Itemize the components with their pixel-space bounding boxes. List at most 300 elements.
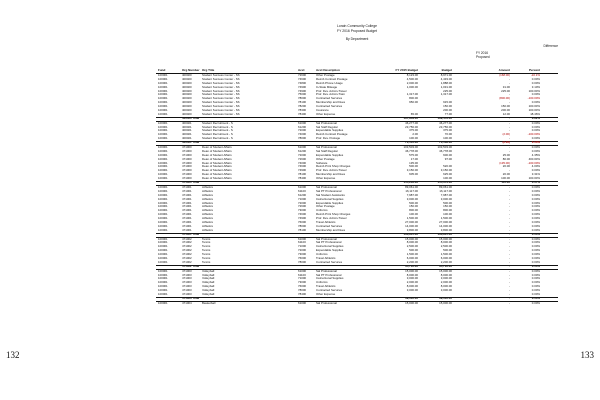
- cell-fy16-budget: 70,508.00: [439, 140, 452, 145]
- page-number-right: 133: [580, 350, 594, 360]
- budget-document: [156, 2, 558, 398]
- cell-acct: 78300: [298, 108, 307, 113]
- cell-org: 400401: [182, 136, 192, 141]
- cell-org-title: Volleyball: [202, 284, 215, 289]
- cell-org: 471000: [182, 160, 192, 165]
- cell-fy15-budget: 103,503.00: [403, 145, 418, 150]
- cell-difference-amount: 25.00: [502, 152, 510, 157]
- cell-org-title: Dean of Student Affairs: [202, 172, 232, 177]
- cell-acct-desc: Uniforms: [316, 252, 328, 257]
- cell-org-title: Athletics: [202, 204, 213, 209]
- cell-difference-amount: -: [509, 92, 510, 97]
- cell-org: 400400: [182, 104, 192, 109]
- cell-org: 471000: [182, 176, 192, 181]
- cell-acct-desc: Membership and Dues: [316, 227, 346, 232]
- cell-difference-amount: -: [509, 236, 510, 241]
- cell-difference-percent: 0.00%: [531, 240, 540, 245]
- cell-org-title: Student Recruitment - S: [202, 124, 233, 129]
- column-header-amount: Amount: [498, 68, 510, 72]
- cell-fy15-budget: 3,000.00: [406, 196, 418, 201]
- cell-org-title: Athletics: [202, 188, 213, 193]
- cell-fund: 100001: [158, 96, 168, 101]
- cell-org: 471002: [182, 259, 192, 264]
- cell-difference-amount: -: [509, 284, 510, 289]
- cell-difference-amount: -: [509, 212, 510, 217]
- cell-acct-desc: Instructional Supplies: [316, 244, 344, 249]
- cell-acct-desc: Reimb Print Shop Charges: [316, 164, 351, 169]
- cell-org: 471003: [182, 268, 192, 273]
- cell-fy15-budget: 155,263.00: [403, 180, 418, 185]
- cell-fund: 100001: [158, 168, 168, 173]
- cell-difference-amount: -: [509, 188, 510, 193]
- cell-difference-percent: 100.00%: [528, 176, 540, 181]
- cell-difference-amount: -: [509, 280, 510, 285]
- cell-acct-desc: Prof. Dev. Admin-Travel: [316, 88, 347, 93]
- cell-acct: 72000: [298, 200, 307, 205]
- cell-acct: 78000: [298, 96, 307, 101]
- cell-difference-percent: 0.00%: [531, 76, 540, 81]
- cell-org-title: Tennis: [202, 252, 211, 257]
- cell-acct-desc: Expendable Supplies: [316, 200, 344, 205]
- cell-org: 471001: [182, 196, 192, 201]
- cell-fy16-budget: 8,000.00: [440, 284, 452, 289]
- cell-difference-percent: 0.00%: [531, 236, 540, 241]
- cell-difference-percent: 0.00%: [531, 244, 540, 249]
- cell-difference-amount: 12.00: [502, 111, 510, 116]
- cell-acct: 78200: [298, 104, 307, 109]
- cell-fund: 100001: [158, 145, 168, 150]
- cell-fy15-budget: 4,500.00: [406, 76, 418, 81]
- cell-difference-percent: 0.00%: [531, 231, 540, 236]
- cell-fund: 100001: [158, 160, 168, 165]
- cell-org-title: Student Recruitment - S: [202, 136, 233, 141]
- cell-fy16-budget: 1,500.00: [440, 252, 452, 257]
- cell-org: 400400: [182, 88, 192, 93]
- cell-acct-desc: Sal PT Professional: [316, 188, 342, 193]
- cell-difference-amount: 200.00: [501, 108, 510, 113]
- cell-acct: 72600: [298, 73, 307, 77]
- cell-fy16-budget: 35,700.00: [439, 263, 452, 268]
- cell-difference-percent: 0.00%: [531, 300, 540, 305]
- cell-acct: 78100: [298, 172, 307, 177]
- cell-fy15-budget: 2,500.00: [406, 244, 418, 249]
- cell-fy16-budget: 3,000.00: [440, 196, 452, 201]
- cell-difference-percent: 0.00%: [531, 291, 540, 296]
- cell-org: 471003: [182, 284, 192, 289]
- cell-difference-amount: -: [509, 136, 510, 141]
- cell-fy16-budget: 3,150.00: [440, 168, 452, 173]
- fy-header: FY 2016: [476, 51, 488, 55]
- cell-acct-desc: Other Expense: [316, 111, 336, 116]
- cell-fund: 100001: [158, 120, 168, 125]
- cell-acct-desc: Expendable Supplies: [316, 128, 344, 133]
- cell-org-title: Student Recruitment - S: [202, 132, 233, 137]
- cell-fy16-budget: 1,317.00: [440, 92, 452, 97]
- cell-acct: 71000: [298, 244, 307, 249]
- cell-difference-percent: 100.00%: [528, 108, 540, 113]
- cell-acct-desc: Sal Student Assistants: [316, 192, 345, 197]
- cell-fy15-budget: 2,000.00: [406, 280, 418, 285]
- cell-fy16-budget: 15,000.00: [439, 268, 452, 273]
- cell-org: 471003: [182, 276, 192, 281]
- column-header-fund: Fund: [158, 68, 166, 72]
- cell-fy16-budget: 1,888.00: [440, 80, 452, 85]
- cell-org-title: Tennis: [202, 240, 211, 245]
- cell-acct: 78000: [298, 259, 307, 264]
- cell-fy15-budget: 8,123.00: [406, 73, 418, 77]
- cell-org: 400400: [182, 108, 192, 113]
- cell-fy16-budget: 520.00: [443, 164, 452, 169]
- cell-acct: 61200: [298, 148, 307, 153]
- cell-org-title: Athletics: [202, 200, 213, 205]
- cell-org-title: Student Success Center - SS: [202, 73, 240, 77]
- cell-acct-desc: Prof. Dev. Admin-Train: [316, 92, 345, 97]
- cell-difference-percent: 0.00%: [531, 136, 540, 141]
- cell-acct-desc: Sal Professional: [316, 236, 337, 241]
- cell-fy16-budget: 23,756.00: [439, 124, 452, 129]
- cell-org-title: Dean of Student Affairs: [202, 152, 232, 157]
- cell-fund: 100001: [158, 132, 168, 137]
- cell-fy16-budget: 163,815.00: [437, 231, 452, 236]
- cell-fund: 100001: [158, 248, 168, 253]
- cell-difference-amount: -: [509, 227, 510, 232]
- cell-org-title: Dean of Student Affairs: [202, 148, 232, 153]
- cell-difference-amount: 150.00: [501, 104, 510, 109]
- cell-fy16-budget: 2,000.00: [440, 280, 452, 285]
- cell-org-title: Athletics: [202, 227, 213, 232]
- cell-acct-desc: Sal Professional: [316, 145, 337, 150]
- cell-difference-percent: -100.00%: [527, 132, 540, 137]
- cell-difference-percent: 0.00%: [531, 168, 540, 173]
- cell-fy16-budget: 6,000.00: [440, 255, 452, 260]
- cell-fy16-budget: 600.00: [443, 152, 452, 157]
- cell-acct-desc: Instructional Supplies: [316, 276, 344, 281]
- cell-fy15-budget: 89,061.00: [405, 184, 418, 189]
- cell-fund: 100001: [158, 219, 168, 224]
- cell-acct: 61000: [298, 145, 307, 150]
- cell-org: 471001: [182, 223, 192, 228]
- cell-fund: 100001: [158, 196, 168, 201]
- cell-fund: 100001: [158, 156, 168, 161]
- cell-fy16-budget: 199,478.00: [437, 115, 452, 120]
- cell-fy15-budget: 8,000.00: [406, 272, 418, 277]
- cell-org: 471001: [182, 227, 192, 232]
- cell-fy16-budget: 3,800.00: [440, 227, 452, 232]
- cell-acct-desc: Reimb Print Shop Charges: [316, 212, 351, 217]
- cell-fund: 100001: [158, 176, 168, 181]
- cell-acct: 78000: [298, 223, 307, 228]
- cell-difference-amount: -: [509, 80, 510, 85]
- cell-acct-desc: Membership and Dues: [316, 172, 346, 177]
- cell-org: 471001: [182, 216, 192, 221]
- cell-org-title: Student Success Center - SS: [202, 88, 240, 93]
- cell-acct: 78100: [298, 100, 307, 105]
- cell-difference-percent: 0.00%: [531, 255, 540, 260]
- cell-difference-percent: 0.00%: [531, 252, 540, 257]
- cell-fy15-budget: 65.00: [410, 111, 418, 116]
- cell-fy15-budget: 100.00: [409, 212, 418, 217]
- cell-fund: 100001: [158, 88, 168, 93]
- cell-acct: 74900: [298, 88, 307, 93]
- cell-org-title: Athletics: [202, 219, 213, 224]
- cell-difference-amount: -: [509, 120, 510, 125]
- cell-org: 471003: [182, 272, 192, 277]
- cell-org-title: Tennis: [202, 259, 211, 264]
- cell-fy15-budget: 15,000.00: [405, 268, 418, 273]
- cell-difference-amount: 20.00: [502, 164, 510, 169]
- cell-acct-desc: Travel Athletics: [316, 255, 336, 260]
- cell-acct: 72600: [298, 204, 307, 209]
- cell-fund: 100001: [158, 208, 168, 213]
- cell-org-title: Volleyball: [202, 291, 215, 296]
- cell-org-title: Tennis: [202, 236, 211, 241]
- cell-fy15-budget: 8,000.00: [406, 240, 418, 245]
- cell-fy16-budget: 15,000.00: [439, 300, 452, 305]
- cell-acct-desc: Contracted Services: [316, 223, 343, 228]
- cell-acct: 61000: [298, 268, 307, 273]
- cell-acct-desc: Sal Professional: [316, 184, 337, 189]
- cell-acct: 74800: [298, 80, 307, 85]
- cell-difference-amount: -: [509, 252, 510, 257]
- cell-fund: 100001: [158, 172, 168, 177]
- cell-difference-percent: 18.46%: [530, 111, 540, 116]
- cell-fy15-budget: 7,987.00: [406, 192, 418, 197]
- cell-org-title: Athletics: [202, 223, 213, 228]
- cell-acct-desc: Sal Professional: [316, 300, 337, 305]
- cell-difference-percent: 0.00%: [531, 227, 540, 232]
- cell-org-title: Student Success Center - SS: [202, 76, 240, 81]
- cell-acct-desc: Instructional Supplies: [316, 196, 344, 201]
- cell-fy15-budget: 1,500.00: [406, 252, 418, 257]
- cell-fund: 100001: [158, 288, 168, 293]
- cell-fy15-budget: 500.00: [409, 164, 418, 169]
- cell-fy15-budget: 15,000.00: [405, 236, 418, 241]
- cell-difference-amount: (168.00): [499, 73, 510, 77]
- cell-fund: 100001: [158, 291, 168, 296]
- cell-org: 471002: [182, 252, 192, 257]
- cell-acct: 74900: [298, 216, 307, 221]
- cell-org: 471000: [182, 164, 192, 169]
- cell-difference-amount: 110.00: [501, 180, 510, 185]
- cell-fy15-budget: 1,500.00: [406, 216, 418, 221]
- cell-fy15-budget: 23,756.00: [405, 124, 418, 129]
- cell-fy16-budget: 8,971.00: [440, 73, 452, 77]
- cell-acct-desc: Sal Professional: [316, 120, 337, 125]
- cell-fy16-budget: 70.00: [444, 132, 452, 137]
- cell-fy15-budget: 2.00: [412, 132, 418, 137]
- cell-difference-amount: -: [509, 128, 510, 133]
- cell-acct: 74600: [298, 212, 307, 217]
- cell-org: 471003: [182, 288, 192, 293]
- cell-difference-amount: -: [509, 208, 510, 213]
- cell-org: 471001: [182, 184, 192, 189]
- cell-fy16-budget: 100.00: [443, 176, 452, 181]
- cell-fy16-budget: 77.00: [444, 111, 452, 116]
- column-header-acct-desc: Acct Description: [316, 68, 340, 72]
- cell-fund: 100001: [158, 152, 168, 157]
- fy-header-2: Proposed: [476, 55, 490, 59]
- cell-acct-desc: Reimb Phone Usage: [316, 80, 343, 85]
- cell-fy15-budget: 46,277.00: [405, 120, 418, 125]
- cell-difference-amount: -: [509, 168, 510, 173]
- cell-difference-amount: -: [509, 255, 510, 260]
- cell-fy15-budget: 950.00: [409, 100, 418, 105]
- cell-fy15-budget: 800.00: [409, 208, 418, 213]
- cell-difference-amount: 80.00: [502, 156, 510, 161]
- cell-fy16-budget: 3,000.00: [440, 276, 452, 281]
- cell-fy16-budget: 8,000.00: [440, 240, 452, 245]
- cell-acct-desc: Travel Athletics: [316, 284, 336, 289]
- document-titles: [156, 24, 558, 42]
- cell-org-title: Volleyball: [202, 288, 215, 293]
- cell-difference-percent: -100.00%: [527, 96, 540, 101]
- cell-fy16-budget: 100.00: [443, 136, 452, 141]
- cell-difference-percent: 0.00%: [531, 208, 540, 213]
- cell-org: 471000: [182, 172, 192, 177]
- cell-fy15-budget: 500.00: [409, 200, 418, 205]
- cell-org: 471000: [182, 168, 192, 173]
- cell-acct-desc: Uniforms: [316, 280, 328, 285]
- document-title: Lorain Community College: [337, 24, 377, 28]
- cell-fund: 100001: [158, 300, 168, 305]
- cell-org-title: Student Recruitment - S: [202, 120, 233, 125]
- cell-fy16-budget: 8,000.00: [440, 272, 452, 277]
- cell-org-title: Student Success Center - SS: [202, 108, 240, 113]
- cell-fy16-budget: 800.00: [443, 208, 452, 213]
- cell-org: 400401: [182, 132, 192, 137]
- cell-difference-amount: -: [509, 268, 510, 273]
- cell-org: 400400: [182, 92, 192, 97]
- cell-acct-desc: Expendable Supplies: [316, 152, 344, 157]
- cell-org: 471001: [182, 188, 192, 193]
- cell-org: 400400: [182, 100, 192, 105]
- column-header-org-title: Org Title: [202, 68, 215, 72]
- cell-difference-amount: -: [509, 115, 510, 120]
- cell-fy15-budget: 2,200.00: [406, 259, 418, 264]
- cell-fund: 100001: [158, 259, 168, 264]
- cell-fy15-budget: 16,117.00: [405, 188, 418, 193]
- cell-acct: 75000: [298, 92, 307, 97]
- cell-fy16-budget: 100.00: [443, 212, 452, 217]
- column-header-acct: Acct: [298, 68, 305, 72]
- cell-fund: 100001: [158, 192, 168, 197]
- cell-org-title: Athletics: [202, 212, 213, 217]
- cell-org-title: Athletics: [202, 196, 213, 201]
- cell-fy16-budget: 200.00: [443, 108, 452, 113]
- cell-fund: 100001: [158, 108, 168, 113]
- cell-fy15-budget: 14,000.00: [405, 223, 418, 228]
- cell-difference-amount: -: [509, 76, 510, 81]
- cell-acct-desc: Membership and Dues: [316, 100, 346, 105]
- cell-acct-desc: Reimb Contract Postage: [316, 76, 348, 81]
- cell-fund: 100001: [158, 255, 168, 260]
- cell-fy15-budget: 197,849.00: [403, 115, 418, 120]
- cell-fund: 100001: [158, 124, 168, 129]
- cell-fy15-budget: 3,150.00: [406, 168, 418, 173]
- cell-fy16-budget: 500.00: [443, 248, 452, 253]
- cell-acct: 74900: [298, 84, 307, 89]
- cell-acct: 76000: [298, 284, 307, 289]
- cell-org: 400400: [182, 73, 192, 77]
- cell-difference-percent: 0.00%: [531, 259, 540, 264]
- column-header-org: Org Number: [182, 68, 200, 72]
- cell-acct-desc: Sal Staff Regular: [316, 124, 338, 129]
- cell-org: 471003: [182, 280, 192, 285]
- cell-acct-desc: Prof. Dev. Admin-Travel: [316, 168, 347, 173]
- cell-fund: 100001: [158, 184, 168, 189]
- cell-acct: 78400: [298, 111, 307, 116]
- cell-fy15-budget: 46,778.00: [405, 148, 418, 153]
- cell-fy15-budget: 100.00: [409, 136, 418, 141]
- cell-difference-percent: 400.00%: [528, 156, 540, 161]
- cell-org: 471002: [182, 244, 192, 249]
- cell-acct-desc: Software: [316, 160, 328, 165]
- cell-fy15-budget: 375.00: [409, 128, 418, 133]
- cell-fund: 100001: [158, 227, 168, 232]
- cell-fund: 100001: [158, 100, 168, 105]
- cell-acct: 61000: [298, 184, 307, 189]
- cell-difference-amount: -: [509, 263, 510, 268]
- cell-acct-desc: Uniforms: [316, 208, 328, 213]
- cell-acct: 78400: [298, 176, 307, 181]
- cell-difference-percent: 0.00%: [531, 140, 540, 145]
- cell-difference-amount: -: [509, 196, 510, 201]
- table-row: [156, 302, 558, 306]
- cell-difference-amount: -: [509, 272, 510, 277]
- cell-acct-desc: Other Postage: [316, 156, 335, 161]
- cell-fund: 100001: [158, 236, 168, 241]
- cell-org-title: Student Success Center - SS: [202, 84, 240, 89]
- cell-org: 471002: [182, 255, 192, 260]
- cell-org: 471002 Total: [182, 263, 200, 268]
- cell-acct: 61100: [298, 188, 306, 193]
- cell-difference-percent: 0.00%: [531, 192, 540, 197]
- cell-acct: 78100: [298, 227, 307, 232]
- cell-difference-amount: -: [509, 145, 510, 150]
- cell-difference-percent: -100.00%: [527, 160, 540, 165]
- cell-acct: 72600: [298, 156, 307, 161]
- cell-acct: 72000: [298, 248, 307, 253]
- cell-org: 471003: [182, 291, 192, 296]
- cell-fy15-budget: 150.00: [409, 204, 418, 209]
- cell-difference-percent: -10.1%: [530, 73, 540, 77]
- cell-fy15-budget: 2,000.00: [406, 80, 418, 85]
- cell-acct-desc: Contracted Services: [316, 288, 343, 293]
- cell-difference-amount: -: [509, 295, 510, 300]
- cell-acct: 61200: [298, 192, 307, 197]
- cell-acct-desc: Sal Professional: [316, 268, 337, 273]
- cell-org: 471001: [182, 219, 192, 224]
- cell-difference-percent: 0.00%: [531, 263, 540, 268]
- cell-acct: 61000: [298, 120, 307, 125]
- cell-acct: 72000: [298, 128, 307, 133]
- cell-org-title: Dean of Student Affairs: [202, 156, 232, 161]
- cell-difference-percent: 3.10%: [531, 84, 540, 89]
- cell-acct-desc: Expendable Supplies: [316, 248, 344, 253]
- cell-acct-desc: Sal Staff Regular: [316, 148, 338, 153]
- cell-difference-percent: 0.00%: [531, 145, 540, 150]
- cell-fy15-budget: 575.00: [409, 152, 418, 157]
- cell-difference-amount: -: [509, 288, 510, 293]
- cell-org: 400400: [182, 76, 192, 81]
- cell-difference-percent: 100.00%: [528, 104, 540, 109]
- cell-acct-desc: Other Postage: [316, 204, 335, 209]
- cell-org-title: Volleyball: [202, 276, 215, 281]
- difference-header: Difference: [543, 44, 558, 48]
- cell-acct: 74600: [298, 164, 307, 169]
- budget-table-body: [156, 74, 558, 306]
- cell-acct-desc: Prof. Dev. Postage: [316, 136, 341, 141]
